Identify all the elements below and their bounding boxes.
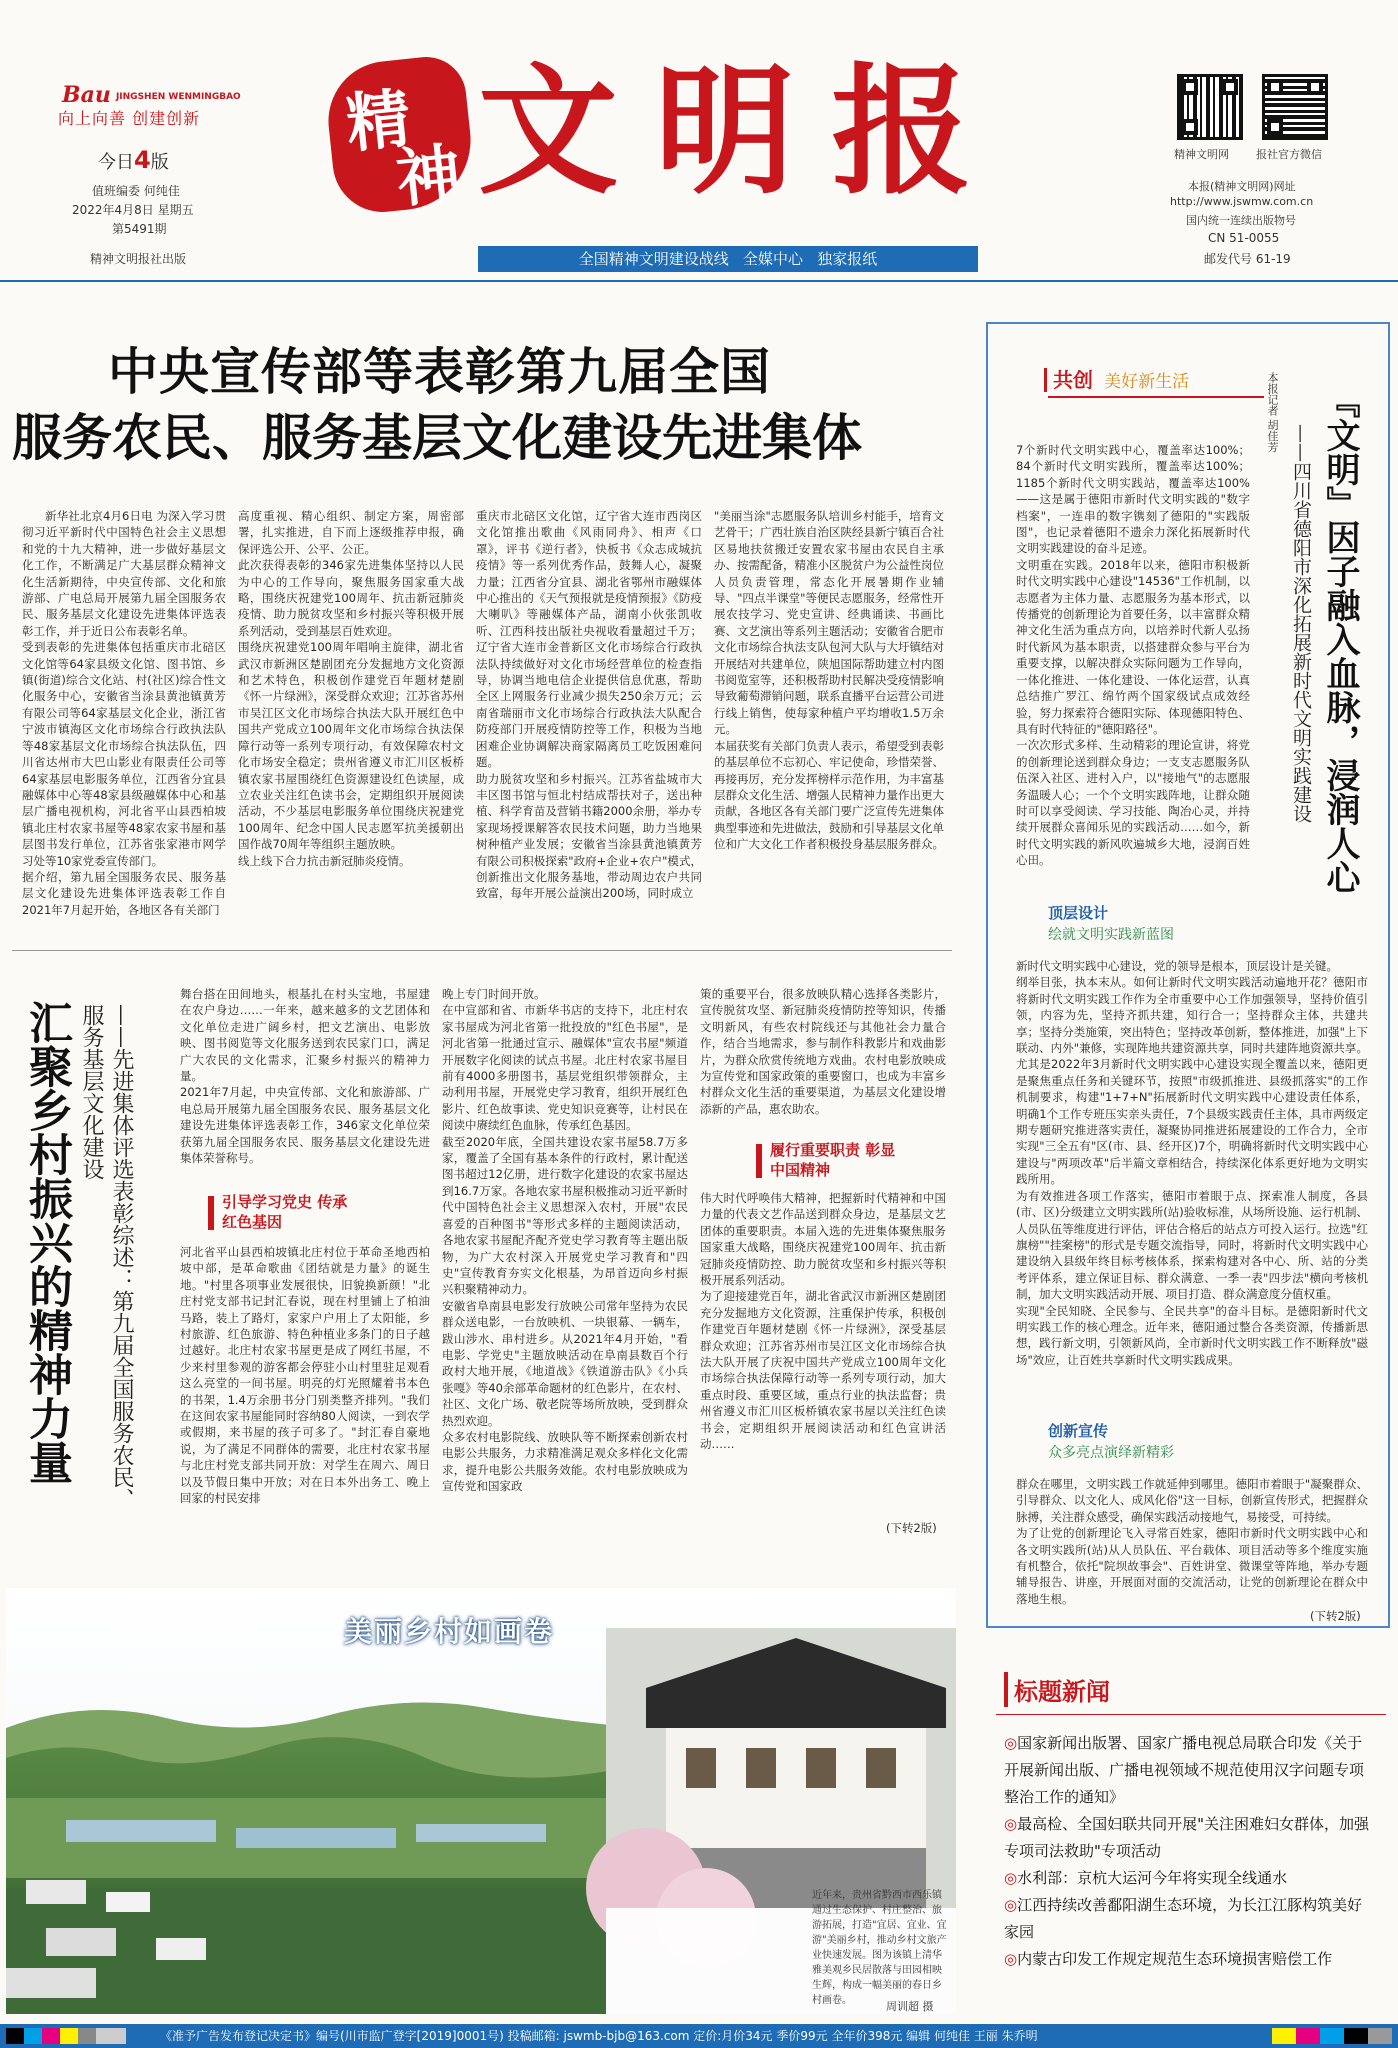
headline-item[interactable]: ◎内蒙古印发工作规定规范生态环境损害赔偿工作 [1004,1950,1333,1968]
today-prefix: 今日 [98,152,134,173]
second-col-3: 策的重要平台，很多放映队精心选择各类影片，宣传脱贫攻坚、新冠肺炎疫情防控等知识，传播文明新风，有些农村院线还与其他社会力量合作，结合当地需求，参与制作科教影片和戏曲影片，为群众欣赏传统地方戏曲。农村电影放映成为宣传党和国家政策的重要窗口，也成为丰富乡村群众文化生活的重要渠道，为基层文化建设增添新的产品，惠农助农。 [700,987,946,1116]
small-logo-text: JINGSHEN WENMINGBAO [115,92,241,102]
headline-bullet-icon: ◎ [1004,1734,1018,1752]
headline-bullet-icon: ◎ [1004,1950,1018,1968]
second-sub2-title: 履行重要职责 彰显中国精神 [770,1141,896,1179]
right-sub1-body: 新时代文明实践中心建设，党的领导是根本，顶层设计是关键。 纲举目张，执本末从。如何让新时代文明实践活动遍地开花？德阳市将新时代文明实践工作作为全市重要中心工作加强领导，坚持价值引领，内容为先，坚持齐抓共建，知行合一；坚持群众主体，共建共享；坚持分类施策，突出特色；坚持改革创新，整体推进，加强"上下联动、内外"兼修，实现阵地共建资源共享，同时共建阵地资源共享。尤其是2022年3月新时代文明实践中心建设实现全覆盖以来，德阳更是聚焦重点任务和关键环节，按照"市级抓推进、县级抓落实"的工作机制要求，构建"1+7+N"拓展新时代文明实践中心建设责任体系，明确1个工作专班压实亲头责任，7个县级实践责任主体，具市两级定期专题研究推进落实责任，凝聚协同推进拓展建设的工作合力，全市实现"三全五有"区(市、县、经开区)7个，明确将新时代文明实践中心建设与"两项改革"后半篇文章相结合，持续深化体系更好地为文明实践所用。 为有效推进各项工作落实，德阳市着眼于点、探索准人制度，各县(市、区)分级建立文明实践所(站)验收标准，从场所设施、运行机制、人员队伍等维度进行评估，评估合格后的站点方可投入运行。拉选"红旗榜""挂案榜"的形式是专题交流指导，同时，将新时代文明实践中心建设纳入县级年终目标考核体系，探索构建对各中心、所、站的分类考评体系，建立保证目标、群众满意、一季一表"四步法"横向考核机制，加大文明实践活动开展、项目打造、群众满意度分值权重。 实现"全民知晓、全民参与、全民共享"的奋斗目标。是德阳新时代文明实践工作的核心理念。近年来，德阳通过整合各类资源，传播新思想，践行新文明，引领新风尚，全市新时代文明实践工作不断释放"磁场"效应，让百姓共享新时代文明实践成果。 [1016,959,1368,1367]
qr2-caption: 报社官方微信 [1256,148,1322,161]
today-pages [98,146,169,174]
headline-item[interactable]: ◎江西持续改善鄱阳湖生态环境，为长江江豚构筑美好家园 [1004,1896,1363,1941]
headlines-list [1004,1730,1376,1973]
small-logo [62,82,241,108]
date-line: 2022年4月8日 星期五 [72,203,194,217]
footer-bar [0,2024,1398,2048]
lead-col-3: 重庆市北碚区文化馆，辽宁省大连市西岗区文化馆推出歌曲《风雨同舟》、相声《口罩》，评书《逆行者》，快板书《众志成城抗疫情》等一系列优秀作品，鼓舞人心，凝聚力量；江西省分宜县、湖北省鄂州市融媒体中心推出的《天气预报就是疫情预报》《防疫大喇叭》等融媒体产品，湖南小伙张凯收听、江西科技出版社央视收看量超过千万；辽宁省大连市金普新区文化市场综合行政执法队持续做好对文化市场经营单位的检查指导，协调当地电信企业提供信息优惠，帮助全区上网服务行业减少损失250余万元；云南省瑞丽市文化市场综合行政执法大队配合防疫部门开展疫情防控等工作，积极为当地困难企业协调解决商家隔离员工吃饭困难问题。 助力脱贫攻坚和乡村振兴。江苏省盐城市大丰区图书馆与恒北村结成帮扶对子，送出种植、科学育苗及营销书籍2000余册，举办专家现场授课解答农民技术问题，助力当地果树种植产业发展；安徽省当涂县黄池镇黄芳有限公司积极探索"政府+企业+农户"模式，创新推出文化服务基地，带动周边农户共同致富，每年开展公益演出200场，同时成立 [476,509,702,901]
headline-item[interactable]: ◎国家新闻出版署、国家广播电视总局联合印发《关于开展新闻出版、广播电视领域不规范使用汉字问题专项整治工作的通知》 [1004,1734,1365,1806]
headlines-box [986,1664,1390,2014]
section-tag-1: 共创 [1044,368,1093,392]
second-vertical-subtitle: ——先进集体评选表彰综述：第九届全国服务农民、服务基层文化建设 [79,1004,134,1510]
qr-code-wechat [1262,74,1328,140]
issue-no: 第5491期 [112,222,167,236]
right-vertical-subtitle: ——四川省德阳市深化拓展新时代文明实践建设 [1290,424,1312,823]
title-seal-char-1: 精 [342,81,415,163]
right-sub1-title: 顶层设计 [1048,904,1109,922]
second-col-2: 晚上专门时间开放。 在中宣部和省、市新华书店的支持下，北庄村农家书屋成为河北省第一批投放的"红色书屋"，是河北省第一批通过宣示、融媒体"宣农书屋"频道开展数字化阅读的试点书屋。北庄村农家书屋目前有4000多册图书，基层党组织带领群众，主动利用书屋，开展党史学习教育，组织开展红色影片、红色故事读、党史知识竞赛等，让村民在阅读中赓续红色血脉，传承红色基因。 截至2020年底，全国共建设农家书屋58.7万多家，覆盖了全国有基本条件的行政村，累计配送图书超过12亿册，进行数字化建设的农家书屋达到16.7万家。各地农家书屋积极推动习近平新时代中国特色社会主义思想深入农村，开展"农民喜爱的百种图书"等形式多样的主题阅读活动，各地农家书屋配齐配齐党史学习教育等主题出版物，为广大农村深入开展党史学习教育和"四史"宣传教育夯实文化根基，为昂首迈向乡村振兴积聚精神动力。 安徽省阜南县电影发行放映公司常年坚持为农民群众送电影，一台放映机、一块银幕、一辆车，跋山涉水、串村进乡。从2021年4月开始，"看电影、学党史"主题放映活动在阜南县数百个行政村大地开展，《地道战》《铁道游击队》《小兵张嘎》等40余部革命题材的红色影片，在农村、社区、文化广场、敬老院等场所放映，受到群众热烈欢迎。 众多农村电影院线、放映队等不断探索创新农村电影公共服务，力求精准满足观众多样化文化需求，提升电影公共服务效能。农村电影放映成为宣传党和国家政 [442,987,688,1494]
publisher: 精神文明报社出版 [90,252,187,266]
lead-divider [12,950,952,951]
masthead [0,0,1398,282]
reporter-byline: 本报记者 胡佳芳 [1266,372,1279,453]
red-marker [208,1196,214,1230]
right-sub1-desc: 绘就文明实践新蓝图 [1048,927,1174,943]
small-logo-mark: Bau [62,82,111,108]
second-sub1-heading [222,1192,422,1232]
headlines-box-rule [996,1714,1386,1715]
title-main: 文 明 报 [478,50,966,214]
red-marker [756,1144,762,1178]
masthead-rule [0,280,1398,282]
lead-col-2: 高度重视、精心组织、制定方案，周密部署，扎实推进，自下而上逐级推荐申报，确保评选公开、公平、公正。 此次获得表彰的346家先进集体坚持以人民为中心的工作导向，聚焦服务国家重大战略，围绕庆祝建党100周年、抗击新冠肺炎疫情、助力脱贫攻坚和乡村振兴等积极开展系列活动，受到基层百姓欢迎。 围绕庆祝建党100周年唱响主旋律，湖北省武汉市新洲区楚剧团充分发掘地方文化资源和艺术特色，积极创作建党百年题材楚剧《怀一片绿洲》，深受群众欢迎；江苏省苏州市吴江区文化市场综合执法大队开展红色中国共产党成立100周年文化市场综合执法保障行动等一系列专项行动，有效保障农村文化市场安全稳定；贵州省遵义市汇川区板桥镇农家书屋围绕红色资源建设红色读屋，成立农业关注红色读书会，定期组织开展阅读活动，不少基层电影服务单位围绕庆祝建党100周年、纪念中国人民志愿军抗美援朝出国作战70周年等组织主题放映。 线上线下合力抗击新冠肺炎疫情。 [238,509,464,868]
feature-photo [6,1588,956,2014]
right-continue-note: (下转2版) [1310,1609,1361,1623]
right-feature-box [986,322,1390,1628]
info-5: 邮发代号 61-19 [1204,252,1291,266]
info-3: 国内统一连续出版物号 [1186,214,1296,227]
second-continue-note: (下转2版) [886,1521,937,1535]
info-4: CN 51-0055 [1208,231,1280,245]
headline-bullet-icon: ◎ [1004,1815,1018,1833]
lead-headline-2: 服务农民、服务基层文化建设先进集体 [12,409,862,467]
second-sub1-title: 引导学习党史 传承红色基因 [222,1193,348,1231]
second-vertical-title: 汇聚乡村振兴的精神力量 [21,1000,72,1484]
title-seal [323,53,478,217]
right-sub2-desc: 众多亮点演绎新精彩 [1048,1445,1174,1461]
second-sub1-body: 河北省平山县西柏坡镇北庄村位于革命圣地西柏坡中部，是革命歌曲《团结就是力量》的诞生地。"村里各项事业发展很快，旧貌换新颜！"北庄村党支部书记封汇春说，现在村里铺上了柏油马路，装上了路灯，家家户户用上了太阳能，乡村旅游、红色旅游、特色种植业多条门的日子越过越好。北庄村农家书屋更是成了网红书屋，不少来村里参观的游客都会停驻小山村里驻足观看这么亮堂的一间书屋。明亮的灯光照耀着书本色的书架，1.4万余册书分门别类整齐排列。"我们在这间农家书屋能同时容纳80人阅读，一到农学或假期，来书屋的孩子可多了。"封汇春自豪地说，为了满足不同群体的需要，北庄村农家书屋与北庄村党支部共同开放：对学生在周六、周日以及节假日集中开放；对在日本外出务工、晚上回家的村民安排 [180,1245,430,1506]
strap-bar: 全国精神文明建设战线 全媒中心 独家报纸 [478,246,978,272]
qr1-caption: 精神文明网 [1174,148,1229,161]
headline-item[interactable]: ◎水利部：京杭大运河今年将实现全线通水 [1004,1869,1288,1887]
lead-col-1: 新华社北京4月6日电 为深入学习贯彻习近平新时代中国特色社会主义思想和党的十九大精神，进一步做好基层文化工作，不断满足广大基层群众精神文化生活新期待，中央宣传部、文化和旅游部、广电总局开展第九届全国服务农民、服务基层文化建设先进集体评选表彰工作，并于近日公布表彰名单。 受到表彰的先进集体包括重庆市北碚区文化馆等64家县级文化馆、图书馆、乡镇(街道)综合文化站、村(社区)综合性文化服务中心，安徽省当涂县黄池镇黄芳有限公司等64家基层文化企业，浙江省宁波市镇海区文化市场综合行政执法队等48家基层文化市场综合执法队伍，四川省达州市大巴山影业有限责任公司等64家基层电影服务单位，江西省分宜县融媒体中心等48家县级融媒体中心和基层广播电视机构，河北省平山县西柏坡镇北庄村农家书屋等48家农家书屋和基层图书发行单位，江苏省张家港市网学习处等10家党委宣传部门。 据介绍，第九届全国服务农民、服务基层文化建设先进集体评选表彰工作自2021年7月起开始，各地区各有关部门 [22,509,226,917]
right-sub2-title: 创新宣传 [1048,1422,1109,1440]
section-tag [1044,364,1189,393]
qr-code-website [1177,74,1243,140]
lead-headline-1: 中央宣传部等表彰第九届全国 [108,343,771,401]
headline-bullet-icon: ◎ [1004,1869,1018,1887]
footer-color-swatches-right [1272,2028,1392,2044]
lead-col-4: "美丽当涂"志愿服务队培训乡村能手，培育文艺骨干；广西壮族自治区陕经县新宁镇百合社区易地扶贫搬迁安置农家书屋由农民自主承办、按需配备，精准小区脱贫户为公益性岗位人员负责管理，常态化开展暑期作业辅导、"四点半课堂"等便民志愿服务，经常性开展农技学习、党史宣讲、经典诵读、书画比赛、文艺演出等系列主题活动；安徽省合肥市文化市场综合执法支队包河大队与大圩镇结对开展结对共建单位，陕旭国际帮助建立村内图书阅览室等，还积极帮助村民解决受疫情影响导致葡萄滞销问题，联系直播平台运营公司进行线上销售，使每家种植户平均增收1.5万余元。 本届获奖有关部门负责人表示，希望受到表彰的基层单位不忘初心、牢记使命，珍惜荣誉、再接再厉，充分发挥榜样示范作用，为丰富基层群众文化生活、增强人民精神力量作出更大贡献，各地区各有关部门要广泛宣传先进集体典型事迹和先进做法，鼓励和引导基层文化单位和广大文化工作者积极投身基层服务群众。 [714,509,944,852]
section-tag-rule [1048,396,1264,398]
right-sub2-body: 群众在哪里，文明实践工作就延伸到哪里。德阳市着眼于"凝聚群众、引导群众、以文化人、成风化俗"这一目标，创新宣传形式，把握群众脉搏，关注群众感受，确保实践活动接地气，易接受，可持续。 为了让党的创新理论飞入寻常百姓家，德阳市新时代文明实践中心和各文明实践所(站)从人员队伍、平台载体、项目活动等多个维度实施有机整合，依托"院坝故事会"、百姓讲堂、微课堂等阵地，举办专题辅导报告、讲座，开展面对面的交流活动，让党的创新理论在群众中落地生根。 [1016,1477,1368,1606]
slogan: 向上向善 创建创新 [58,109,201,128]
second-sub2-body: 伟大时代呼唤伟大精神，把握新时代精神和中国力量的代表文艺作品送到群众身边，是基层文艺团体的重要职责。本届入选的先进集体聚焦服务国家重大战略，围绕庆祝建党100周年、抗击新冠肺炎疫情防控、助力脱贫攻坚和乡村振兴等积极开展系列活动。 为了迎接建党百年，湖北省武汉市新洲区楚剧团充分发掘地方文化资源，注重保护传承，积极创作建党百年题材楚剧《怀一片绿洲》，深受基层群众欢迎；江苏省苏州市吴江区文化市场综合执法大队开展了庆祝中国共产党成立100周年文化市场综合执法保障行动等一系列专项行动，加大重点时段、重要区域，重点行业的执法监督；贵州省遵义市汇川区板桥镇农家书屋以关注红色读书会，定期组织开展阅读活动和红色宣讲活动…… [700,1191,946,1452]
right-intro: 7个新时代文明实践中心，覆盖率达100%；84个新时代文明实践所，覆盖率达100%；1185个新时代文明实践站，覆盖率达100%——这是属于德阳市新时代文明实践的"数字档案"，一连串的数字镌刻了德阳的"实践版图"，也记录着德阳不遗余力深化拓展新时代文明实践建设的奋斗足迹。 文明重在实践。2018年以来，德阳市积极新时代文明实践中心建设"14536"工作机制，以志愿者为主体力量、志愿服务为基本形式，以传播党的创新理论为首要任务，以丰富群众精神文化生活为重点方向，以培养时代新人弘扬时代新风为基本职责，以搭建群众参与平台为重要支撑，以解决群众实际问题为工作导向，一体化推进、一体化建设、一体化运营，认真总结推广罗江、绵竹两个国家级试点成效经验，努力探索符合德阳实际、体现德阳特色、具有时代特征的"德阳路径"。 一次次形式多样、生动精彩的理论宣讲，将党的创新理论送到群众身边；一支支志愿服务队伍深入社区、进村入户，以"接地气"的志愿服务温暖人心；一个个文明实践阵地，让群众随时可以享受阅读、学习技能、陶冶心灵，并持续开展群众喜闻乐见的实践活动……如今，新时代文明实践的新风吹遍城乡大地，浸润百姓心田。 [1016,443,1250,868]
info-1: 本报(精神文明网)网址 [1188,180,1296,193]
info-2: http://www.jswmw.com.cn [1170,195,1314,208]
photo-caption: 近年来，贵州省黔西市西乐镇通过生态保护、村庄整治、旅游拓展，打造"宜居、宜业、宜游"美丽乡村，推动乡村文旅产业快速发展。图为该镇上清华雅美观乡民居散落与田园相映生辉，构成一幅美丽的春日乡村画卷。 [812,1890,947,2006]
footer-text: 《准予广告发布登记决定书》编号(川市监广登字[2019]0001号) 投稿邮箱: jswmb-bjb@163.com 定价:月价34元 季价99元 全年价398元 编辑 何纯佳 王丽 朱乔明 [160,2029,1038,2043]
editor-line: 值班编委 何纯佳 [92,184,180,198]
right-vertical-title: 『文明』因子融入血脉，浸润人心 [1320,384,1360,894]
headline-bullet-icon: ◎ [1004,1896,1018,1914]
section-tag-2: 美好新生活 [1104,372,1190,392]
photo-credit: 周训超 摄 [886,2000,934,2013]
headlines-box-title: 标题新闻 [1004,1672,1110,1707]
footer-color-swatches [6,2028,126,2044]
title-seal-char-2: 神 [392,136,465,218]
today-suffix: 版 [150,152,169,173]
second-intro: 舞台搭在田间地头，根基扎在村头宝地，书屋建在农户身边……一年来，越来越多的文艺团体和文化单位走进广阔乡村，把文艺演出、电影放映、图书阅览等文化服务送到农民家门口，满足广大农民的文化需求，汇聚乡村振兴的精神力量。 2021年7月起，中央宣传部、文化和旅游部、广电总局开展第九届全国服务农民、服务基层文化建设先进集体评选表彰工作，346家文化单位荣获第九届全国服务农民、服务基层文化建设先进集体荣誉称号。 [180,987,430,1166]
second-sub2-heading [770,1140,940,1180]
page-count: 4 [134,146,151,174]
headline-item[interactable]: ◎最高检、全国妇联共同开展"关注困难妇女群体，加强专项司法救助"专项活动 [1004,1815,1369,1860]
photo-title: 美丽乡村如画卷 [344,1615,555,1648]
